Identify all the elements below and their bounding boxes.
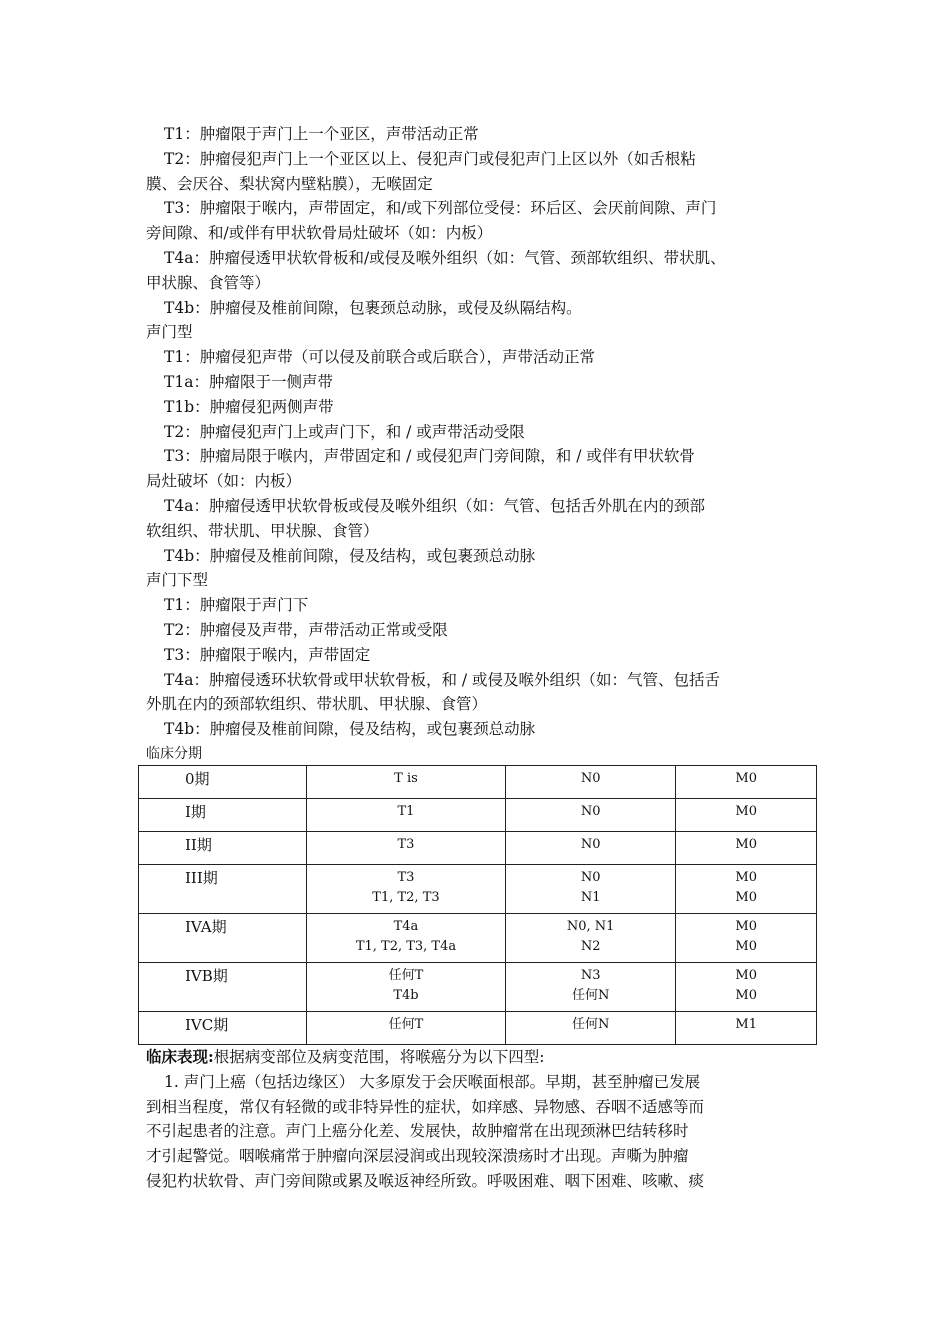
paragraph-line: 不引起患者的注意。声门上癌分化差、发展快，故肿瘤常在出现颈淋巴结转移时: [146, 1122, 689, 1141]
table-cell-text: N2: [580, 938, 601, 954]
table-cell-text: T is: [394, 770, 418, 786]
table-cell-text: N3: [580, 967, 601, 983]
table-cell-text: M0: [735, 869, 757, 885]
table-cell-text: M0: [735, 836, 757, 852]
table-cell-text: 任何N: [571, 1016, 610, 1032]
table-cell-text: M0: [735, 967, 757, 983]
text-line: T3：肿瘤限于喉内，声带固定: [164, 645, 371, 664]
text-line: T1a：肿瘤限于一侧声带: [164, 372, 333, 391]
text-line: T4a：肿瘤侵透甲状软骨板或侵及喉外组织（如：气管、包括舌外肌在内的颈部: [164, 496, 705, 515]
table-cell-text: N0: [580, 803, 601, 819]
stage-label: II期: [185, 835, 212, 854]
paragraph-line: 才引起警觉。咽喉痛常于肿瘤向深层浸润或出现较深溃疡时才出现。声嘶为肿瘤: [146, 1147, 689, 1166]
table-cell-text: N0: [580, 869, 601, 885]
stage-label: IVB期: [185, 966, 228, 985]
table-cell-text: M0: [735, 803, 757, 819]
table-cell-text: T1, T2, T3: [372, 889, 440, 905]
text-line: 软组织、带状肌、甲状腺、食管）: [146, 521, 379, 540]
paragraph-line: 到相当程度，常仅有轻微的或非特异性的症状，如痒感、异物感、吞咽不适感等而: [146, 1097, 705, 1116]
table-cell-text: T1: [397, 803, 415, 819]
table-cell-text: N0: [580, 770, 601, 786]
table-cell-text: N0, N1: [566, 918, 615, 934]
clinical-intro: 根据病变部位及病变范围，将喉癌分为以下四型:: [213, 1047, 545, 1066]
text-line: T4b：肿瘤侵及椎前间隙，侵及结构，或包裹颈总动脉: [164, 720, 536, 739]
table-cell-text: M0: [735, 770, 757, 786]
table-cell-text: T4a: [393, 918, 419, 934]
document-page: [146, 122, 816, 1194]
stage-label: IVA期: [185, 917, 227, 936]
table-caption: 临床分期: [146, 745, 202, 762]
tnm-staging-text: [146, 122, 816, 742]
table-row: [139, 913, 817, 962]
text-line: 局灶破坏（如：内板）: [146, 472, 302, 491]
stage-label: I期: [185, 802, 206, 821]
table-row: [139, 864, 817, 913]
table-cell-text: N0: [580, 836, 601, 852]
table-cell-text: T1, T2, T3, T4a: [355, 938, 457, 954]
table-row: [139, 962, 817, 1011]
text-line: T4a：肿瘤侵透环状软骨或甲状软骨板，和 / 或侵及喉外组织（如：气管、包括舌: [164, 670, 721, 689]
stage-label: IVC期: [185, 1015, 229, 1034]
text-line: T2：肿瘤侵犯声门上或声门下，和 / 或声带活动受限: [164, 422, 525, 441]
text-line: T4b：肿瘤侵及椎前间隙，包裹颈总动脉，或侵及纵隔结构。: [164, 298, 582, 317]
table-cell-text: T3: [397, 869, 415, 885]
paragraph-line: 侵犯杓状软骨、声门旁间隙或累及喉返神经所致。呼吸困难、咽下困难、咳嗽、痰: [146, 1171, 705, 1190]
text-line: 膜、会厌谷、梨状窝内壁粘膜），无喉固定: [146, 174, 433, 193]
text-line: T1：肿瘤侵犯声带（可以侵及前联合或后联合），声带活动正常: [164, 348, 595, 367]
text-line: T4b：肿瘤侵及椎前间隙，侵及结构，或包裹颈总动脉: [164, 546, 536, 565]
text-line: 旁间隙、和/或伴有甲状软骨局灶破坏（如：内板）: [146, 224, 493, 243]
table-cell-text: T3: [397, 836, 415, 852]
text-line: T3：肿瘤限于喉内，声带固定，和/或下列部位受侵：环后区、会厌前间隙、声门: [164, 199, 717, 218]
table-cell-text: M1: [735, 1016, 757, 1032]
table-cell-text: N1: [580, 889, 601, 905]
clinical-paragraph: [146, 1070, 816, 1194]
text-line: 声门下型: [146, 571, 209, 590]
text-line: T1：肿瘤限于声门上一个亚区，声带活动正常: [164, 125, 479, 143]
table-cell-text: M0: [735, 889, 757, 905]
table-cell-text: M0: [735, 918, 757, 934]
table-row: [139, 765, 817, 798]
clinical-stage-table: [138, 765, 817, 1045]
text-line: T2：肿瘤侵及声带，声带活动正常或受限: [164, 620, 448, 639]
text-line: T4a：肿瘤侵透甲状软骨板和/或侵及喉外组织（如：气管、颈部软组织、带状肌、: [164, 248, 726, 267]
clinical-label: 临床表现:: [146, 1046, 214, 1066]
text-line: 声门型: [146, 323, 193, 342]
text-line: 甲状腺、食管等）: [146, 273, 271, 292]
text-line: 外肌在内的颈部软组织、带状肌、甲状腺、食管）: [146, 695, 488, 714]
text-line: T1：肿瘤限于声门下: [164, 596, 309, 615]
paragraph-line: 1. 声门上癌（包括边缘区） 大多原发于会厌喉面根部。早期，甚至肿瘤已发展: [164, 1072, 701, 1091]
table-cell-text: 任何N: [571, 987, 610, 1003]
table-cell-text: T4b: [393, 987, 419, 1003]
table-cell-text: 任何T: [388, 1016, 424, 1032]
text-line: T3：肿瘤局限于喉内，声带固定和 / 或侵犯声门旁间隙，和 / 或伴有甲状软骨: [164, 447, 695, 466]
table-row: [139, 798, 817, 831]
table-cell-text: M0: [735, 987, 757, 1003]
table-cell-text: 任何T: [388, 967, 424, 983]
clinical-manifestation: [146, 1045, 816, 1194]
stage-label: 0期: [185, 769, 210, 788]
table-cell-text: M0: [735, 938, 757, 954]
table-row: [139, 831, 817, 864]
text-line: T2：肿瘤侵犯声门上一个亚区以上、侵犯声门或侵犯声门上区以外（如舌根粘: [164, 149, 696, 168]
text-line: T1b：肿瘤侵犯两侧声带: [164, 397, 334, 416]
table-row: [139, 1011, 817, 1044]
stage-label: III期: [185, 868, 218, 887]
